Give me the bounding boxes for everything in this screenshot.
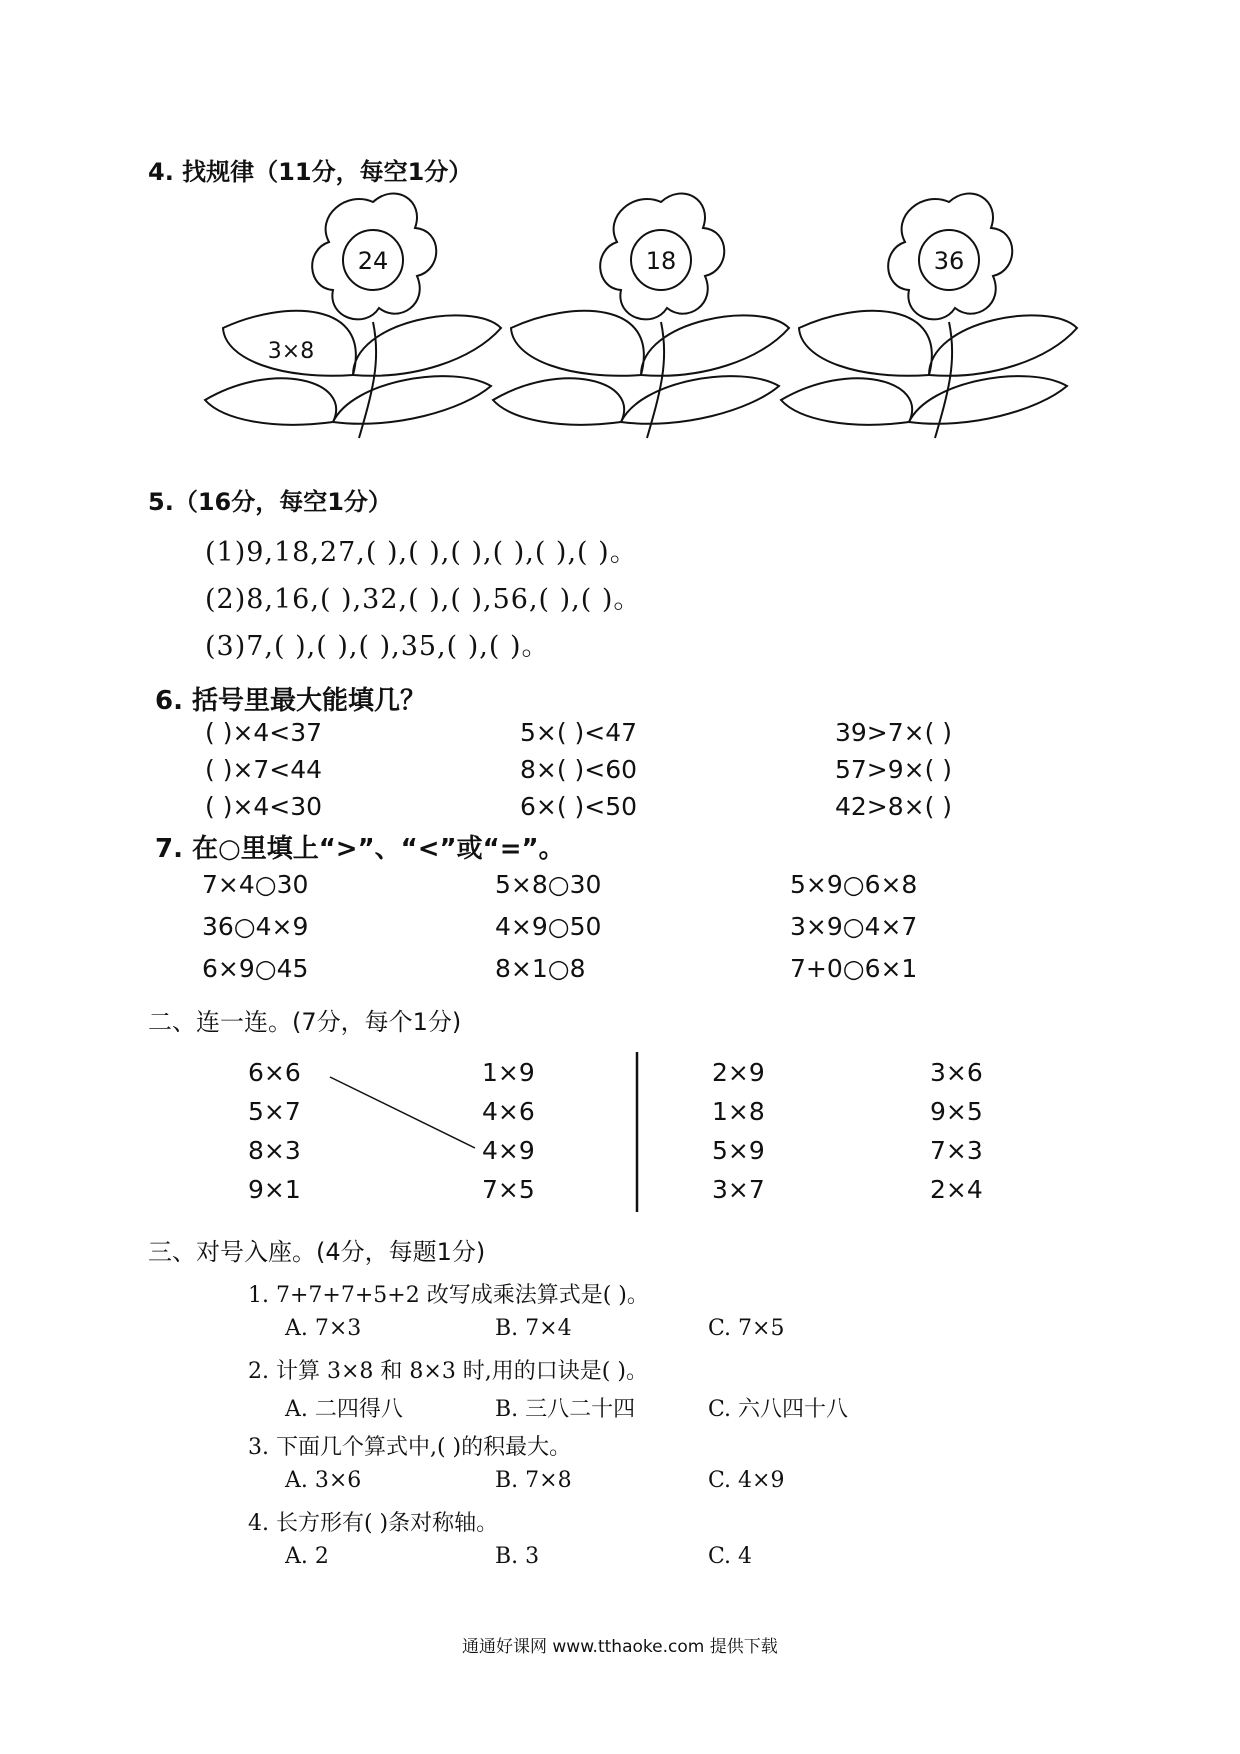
match-item-left[interactable]: 5×7 (248, 1097, 301, 1126)
match-item-right[interactable]: 4×6 (482, 1097, 535, 1126)
max-fill-item: ( )×7<44 (205, 755, 323, 784)
choice-option[interactable]: B. 三八二十四 (495, 1397, 636, 1422)
flower-1-center: 24 (357, 247, 389, 275)
match-line-example (330, 1077, 475, 1148)
choice-question-2: 2. 计算 3×8 和 8×3 时,用的口诀是( )。 (248, 1359, 648, 1384)
max-fill-item: ( )×4<37 (205, 718, 323, 747)
compare-item: 3×9○4×7 (790, 912, 918, 941)
match-item-left[interactable]: 8×3 (248, 1136, 301, 1165)
choice-question-3: 3. 下面几个算式中,( )的积最大。 (248, 1435, 572, 1460)
match-item-left-2[interactable]: 3×7 (712, 1175, 765, 1204)
section-5-heading: 5.（16分，每空1分） (148, 488, 392, 516)
match-item-left-2[interactable]: 2×9 (712, 1058, 765, 1087)
compare-item: 36○4×9 (202, 912, 309, 941)
match-item-right-2[interactable]: 7×3 (930, 1136, 983, 1165)
compare-item: 6×9○45 (202, 954, 309, 983)
match-item-left[interactable]: 6×6 (248, 1058, 301, 1087)
footer-credit: 通通好课网 www.tthaoke.com 提供下载 (462, 1637, 778, 1657)
choice-option[interactable]: B. 3 (495, 1544, 540, 1569)
choice-option[interactable]: A. 二四得八 (285, 1397, 403, 1422)
match-item-right[interactable]: 4×9 (482, 1136, 535, 1165)
part-3-heading: 三、对号入座。(4分，每题1分) (148, 1238, 486, 1266)
max-fill-item: 5×( )<47 (520, 718, 638, 747)
part-2-heading: 二、连一连。(7分，每个1分) (148, 1008, 462, 1036)
sequence-row-3: (3)7,( ),( ),( ),35,( ),( )。 (205, 631, 550, 662)
max-fill-item: 57>9×( ) (835, 755, 953, 784)
sequence-row-2: (2)8,16,( ),32,( ),( ),56,( ),( )。 (205, 584, 642, 615)
max-fill-item: 6×( )<50 (520, 792, 638, 821)
match-item-right-2[interactable]: 9×5 (930, 1097, 983, 1126)
choice-question-1: 1. 7+7+7+5+2 改写成乘法算式是( )。 (248, 1283, 649, 1308)
sequence-row-1: (1)9,18,27,( ),( ),( ),( ),( ),( )。 (205, 537, 638, 568)
compare-item: 8×1○8 (495, 954, 586, 983)
choice-option[interactable]: C. 六八四十八 (708, 1397, 849, 1422)
match-item-left-2[interactable]: 1×8 (712, 1097, 765, 1126)
choice-option[interactable]: A. 3×6 (285, 1468, 362, 1493)
compare-item: 7×4○30 (202, 870, 309, 899)
match-item-right[interactable]: 7×5 (482, 1175, 535, 1204)
flower-3-center: 36 (933, 247, 965, 275)
compare-item: 4×9○50 (495, 912, 602, 941)
max-fill-item: ( )×4<30 (205, 792, 323, 821)
choice-option[interactable]: B. 7×4 (495, 1316, 572, 1341)
choice-option[interactable]: C. 7×5 (708, 1316, 785, 1341)
section-7-heading: 7. 在○里填上“>”、“<”或“=”。 (155, 834, 565, 864)
section-6-heading: 6. 括号里最大能填几？ (155, 686, 427, 716)
compare-item: 5×9○6×8 (790, 870, 918, 899)
match-item-left[interactable]: 9×1 (248, 1175, 301, 1204)
max-fill-item: 39>7×( ) (835, 718, 953, 747)
choice-option[interactable]: A. 7×3 (285, 1316, 362, 1341)
choice-question-4: 4. 长方形有( )条对称轴。 (248, 1511, 499, 1536)
flower-2-center: 18 (645, 247, 677, 275)
choice-option[interactable]: C. 4 (708, 1544, 753, 1569)
section-4-heading: 4. 找规律（11分，每空1分） (148, 158, 473, 186)
match-item-right-2[interactable]: 2×4 (930, 1175, 983, 1204)
choice-option[interactable]: A. 2 (285, 1544, 329, 1569)
choice-option[interactable]: C. 4×9 (708, 1468, 785, 1493)
max-fill-item: 42>8×( ) (835, 792, 953, 821)
flower-1-leaf: 3×8 (267, 339, 315, 364)
match-item-left-2[interactable]: 5×9 (712, 1136, 765, 1165)
compare-item: 7+0○6×1 (790, 954, 918, 983)
match-item-right[interactable]: 1×9 (482, 1058, 535, 1087)
match-item-right-2[interactable]: 3×6 (930, 1058, 983, 1087)
max-fill-item: 8×( )<60 (520, 755, 638, 784)
choice-option[interactable]: B. 7×8 (495, 1468, 572, 1493)
compare-item: 5×8○30 (495, 870, 602, 899)
